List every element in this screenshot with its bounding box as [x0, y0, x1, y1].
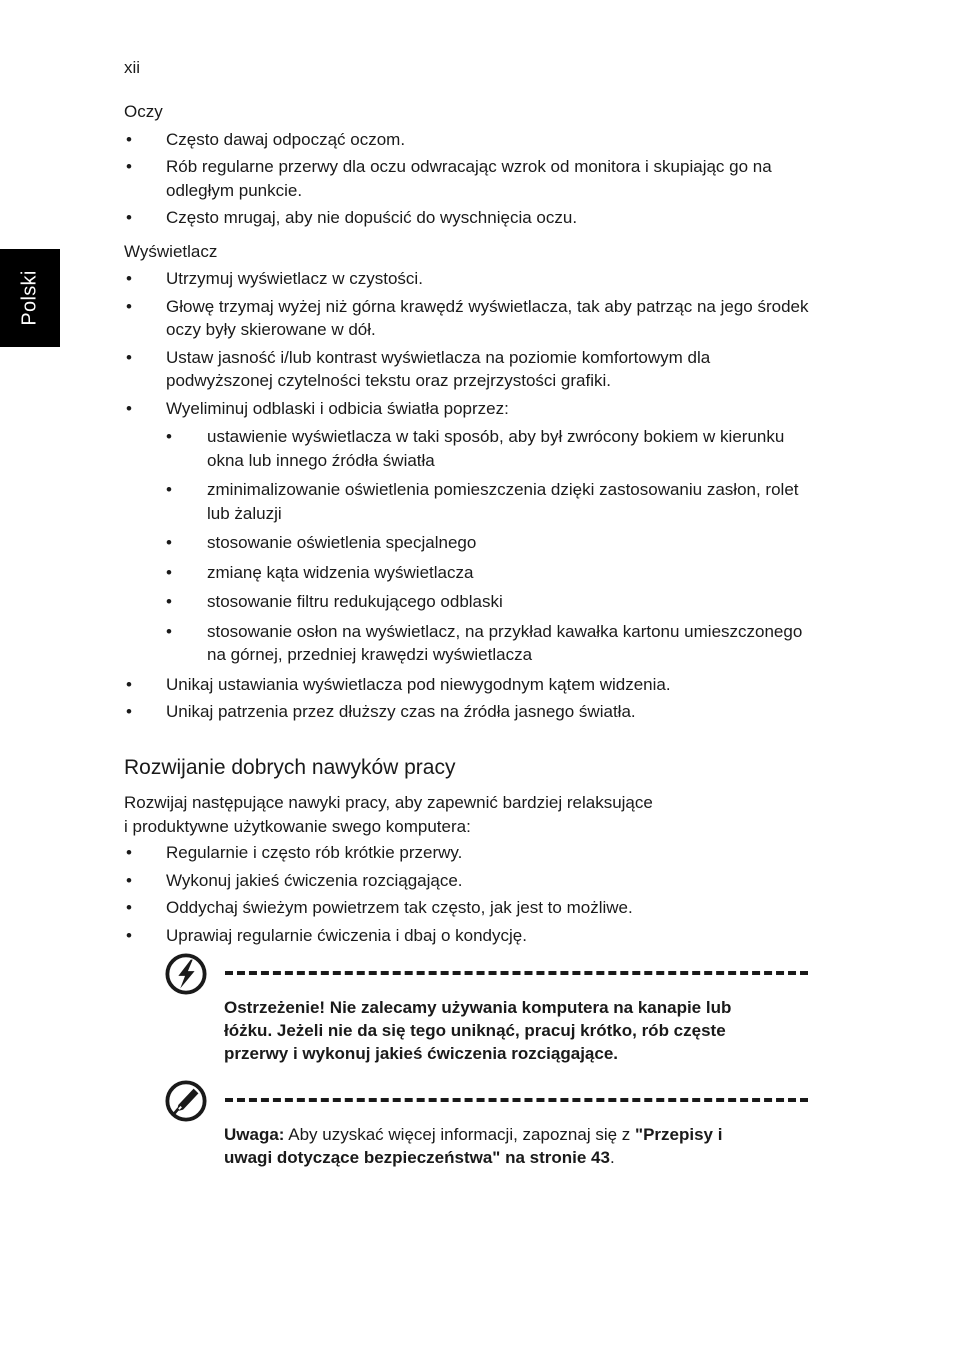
list-item-text: Wyeliminuj odblaski i odbicia światła poprzez: [166, 398, 509, 418]
list-item: • Rób regularne przerwy dla oczu odwracając wzrok od monitora i skupiając go na odległym punkcie. [124, 155, 814, 202]
section-intro [124, 791, 814, 838]
list-item: • Unikaj patrzenia przez dłuższy czas na źródła jasnego światła. [124, 700, 814, 724]
list-item: • Głowę trzymaj wyżej niż górna krawędź wyświetlacza, tak aby patrząc na jego środek oczy były skierowane w dół. [124, 295, 814, 342]
list-item: • Często dawaj odpocząć oczom. [124, 128, 814, 152]
display-list [124, 267, 814, 724]
lightning-warning-icon [165, 953, 207, 995]
intro-line: Rozwijaj następujące nawyki pracy, aby zapewnić bardziej relaksujące [124, 793, 653, 812]
eyes-label: Oczy [124, 102, 163, 121]
habits-list [124, 841, 814, 947]
page-number: xii [124, 58, 141, 77]
sublist-item: • stosowanie oświetlenia specjalnego [124, 531, 814, 555]
warning-text [224, 996, 784, 1065]
list-item: • Często mrugaj, aby nie dopuścić do wyschnięcia oczu. [124, 206, 814, 230]
sublist-item: • stosowanie filtru redukującego odblaski [124, 590, 814, 614]
list-item: • Utrzymuj wyświetlacz w czystości. [124, 267, 814, 291]
list-item: • Oddychaj świeżym powietrzem tak często, jak jest to możliwe. [124, 896, 814, 920]
list-item-with-sublist [124, 397, 814, 667]
sublist-item: • zminimalizowanie oświetlenia pomieszczenia dzięki zastosowaniu zasłon, rolet lub żaluzji [124, 478, 814, 525]
note-label: Uwaga: [224, 1125, 285, 1144]
note-text [224, 1123, 784, 1169]
glare-sublist [124, 425, 814, 667]
warning-line: przerwy i wykonuj jakieś ćwiczenia rozciągające. [224, 1044, 619, 1063]
warning-line: łóżku. Jeżeli nie da się tego uniknąć, pracuj krótko, rób częste [224, 1021, 726, 1040]
list-item: • Unikaj ustawiania wyświetlacza pod niewygodnym kątem widzenia. [124, 673, 814, 697]
main-content [124, 100, 814, 951]
pen-note-icon [165, 1080, 207, 1122]
list-item: • Uprawiaj regularnie ćwiczenia i dbaj o kondycję. [124, 924, 814, 948]
note-end: . [609, 1148, 615, 1167]
sublist-item: • stosowanie osłon na wyświetlacz, na przykład kawałka kartonu umieszczonego na górnej, przedniej krawędzi wyświetlacza [124, 620, 814, 667]
list-item: • Regularnie i często rób krótkie przerwy. [124, 841, 814, 865]
eyes-list [124, 128, 814, 230]
display-label: Wyświetlacz [124, 241, 218, 261]
divider [225, 1098, 808, 1102]
list-item: • Wykonuj jakieś ćwiczenia rozciągające. [124, 869, 814, 893]
language-tab [0, 249, 60, 347]
divider [225, 971, 808, 975]
intro-line: i produktywne użytkowanie swego komputera: [124, 816, 471, 836]
language-tab-label: Polski [18, 270, 41, 326]
sublist-item: • ustawienie wyświetlacza w taki sposób, aby był zwrócony bokiem w kierunku okna lub innego źródła światła [124, 425, 814, 472]
note-body: Aby uzyskać więcej informacji, zapoznaj się z [284, 1125, 636, 1144]
note-reference[interactable]: "Przepisy i [635, 1125, 723, 1144]
list-item: • Ustaw jasność i/lub kontrast wyświetlacza na poziomie komfortowym dla podwyższonej czytelności tekstu oraz przejrzystości grafiki. [124, 346, 814, 393]
note-reference[interactable]: uwagi dotyczące bezpieczeństwa" na stronie 43 [224, 1148, 610, 1167]
section-title: Rozwijanie dobrych nawyków pracy [124, 755, 456, 779]
warning-line: Ostrzeżenie! Nie zalecamy używania komputera na kanapie lub [224, 998, 732, 1017]
sublist-item: • zmianę kąta widzenia wyświetlacza [124, 561, 814, 585]
